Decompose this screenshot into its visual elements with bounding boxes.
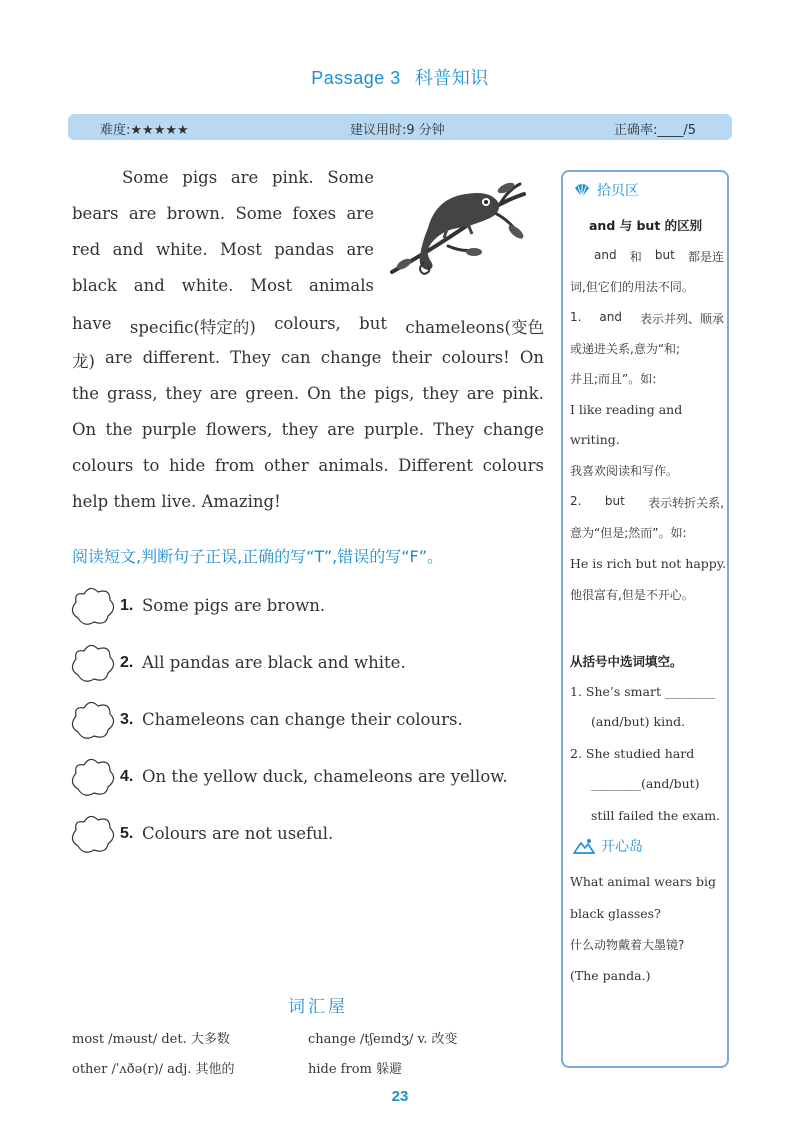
grammar-line: 2. but 表示转折关系, bbox=[570, 494, 724, 510]
question-text: On the yellow duck, chameleons are yellow. bbox=[142, 767, 508, 786]
example-line: 我喜欢阅读和写作。 bbox=[570, 464, 679, 478]
grammar-line: 意为“但是;然而”。如: bbox=[570, 526, 687, 540]
vocab-item: most /məust/ det. 大多数 bbox=[72, 1032, 230, 1047]
passage-line-8: On the purple flowers, they are purple. They change bbox=[72, 420, 544, 439]
vocab-item: other /ˈʌðə(r)/ adj. 其他的 bbox=[72, 1062, 235, 1077]
question-number: 2. bbox=[120, 654, 134, 671]
question-text: Chameleons can change their colours. bbox=[142, 710, 463, 729]
exercise-title: 从括号中选词填空。 bbox=[570, 654, 683, 669]
example-line: I like reading and bbox=[570, 402, 683, 417]
joke-line: What animal wears big bbox=[570, 874, 717, 889]
joke-heading-text: 开心岛 bbox=[601, 839, 643, 855]
passage-topic: 科普知识 bbox=[414, 68, 489, 89]
question-number: 4. bbox=[120, 768, 134, 785]
passage-line-5: have specific(特定的) colours, but chameleons(变色 bbox=[72, 314, 544, 337]
question-number: 5. bbox=[120, 825, 134, 842]
grammar-line: 并且;而且”。如: bbox=[570, 372, 657, 386]
shell-icon bbox=[573, 181, 591, 199]
passage-line-2: bears are brown. Some foxes are bbox=[72, 204, 374, 223]
suggested-time: 建议用时:9 分钟 bbox=[350, 123, 445, 138]
question-text: All pandas are black and white. bbox=[142, 653, 406, 672]
passage-line-4: black and white. Most animals bbox=[72, 276, 374, 295]
example-line: writing. bbox=[570, 432, 620, 447]
example-line: 他很富有,但是不开心。 bbox=[570, 588, 694, 602]
exercise-line: still failed the exam. bbox=[591, 808, 721, 823]
answer-flower-box[interactable] bbox=[70, 643, 116, 683]
difficulty-rating: 难度:★★★★★ bbox=[100, 123, 189, 138]
grammar-line: and 和 but 都是连 bbox=[594, 248, 724, 264]
grammar-line: 1. and 表示并列、顺承 bbox=[570, 310, 724, 326]
question-text: Some pigs are brown. bbox=[142, 596, 326, 615]
answer-flower-box[interactable] bbox=[70, 757, 116, 797]
exercise-line: 2. She studied hard bbox=[570, 746, 695, 761]
joke-line: (The panda.) bbox=[570, 968, 651, 983]
grammar-title: and 与 but 的区别 bbox=[589, 218, 703, 233]
grammar-line: 或递进关系,意为“和; bbox=[570, 342, 681, 356]
question-text: Colours are not useful. bbox=[142, 824, 334, 843]
exercise-line[interactable]: 1. She’s smart ________ bbox=[570, 684, 715, 699]
island-icon bbox=[573, 838, 595, 854]
exercise-line: (and/but) kind. bbox=[591, 714, 686, 729]
page-title bbox=[0, 64, 800, 90]
joke-line: black glasses? bbox=[570, 906, 661, 921]
passage-label: Passage 3 bbox=[311, 68, 401, 88]
vocab-item: hide from 躲避 bbox=[308, 1062, 402, 1077]
passage-line-6: 龙) are different. They can change their colours! On bbox=[72, 348, 544, 371]
info-bar bbox=[68, 114, 732, 140]
answer-flower-box[interactable] bbox=[70, 586, 116, 626]
passage-line-1: Some pigs are pink. Some bbox=[122, 168, 374, 187]
shell-section-heading bbox=[573, 180, 639, 200]
vocab-item: change /tʃeɪndʒ/ v. 改变 bbox=[308, 1032, 458, 1047]
passage-line-9: colours to hide from other animals. Different colours bbox=[72, 456, 544, 475]
answer-flower-box[interactable] bbox=[70, 700, 116, 740]
page-number: 23 bbox=[391, 1088, 409, 1105]
passage-line-3: red and white. Most pandas are bbox=[72, 240, 374, 259]
joke-section-heading bbox=[573, 836, 643, 856]
grammar-line: 词,但它们的用法不同。 bbox=[570, 280, 694, 294]
question-instruction: 阅读短文,判断句子正误,正确的写“T”,错误的写“F”。 bbox=[72, 547, 444, 566]
accuracy-field[interactable]: 正确率:____/5 bbox=[614, 123, 697, 138]
vocab-title: 词汇屋 bbox=[288, 997, 348, 1017]
answer-flower-box[interactable] bbox=[70, 814, 116, 854]
question-number: 3. bbox=[120, 711, 134, 728]
shell-heading-text: 拾贝区 bbox=[597, 183, 639, 199]
sidebar-panel bbox=[561, 170, 729, 1068]
example-line: He is rich but not happy. bbox=[570, 556, 727, 571]
chameleon-illustration bbox=[388, 176, 528, 280]
exercise-line[interactable]: ________(and/but) bbox=[591, 776, 700, 791]
joke-line: 什么动物戴着大墨镜? bbox=[570, 938, 685, 952]
passage-line-10: help them live. Amazing! bbox=[72, 492, 281, 511]
question-number: 1. bbox=[120, 597, 134, 614]
passage-line-7: the grass, they are green. On the pigs, they are pink. bbox=[72, 384, 544, 403]
